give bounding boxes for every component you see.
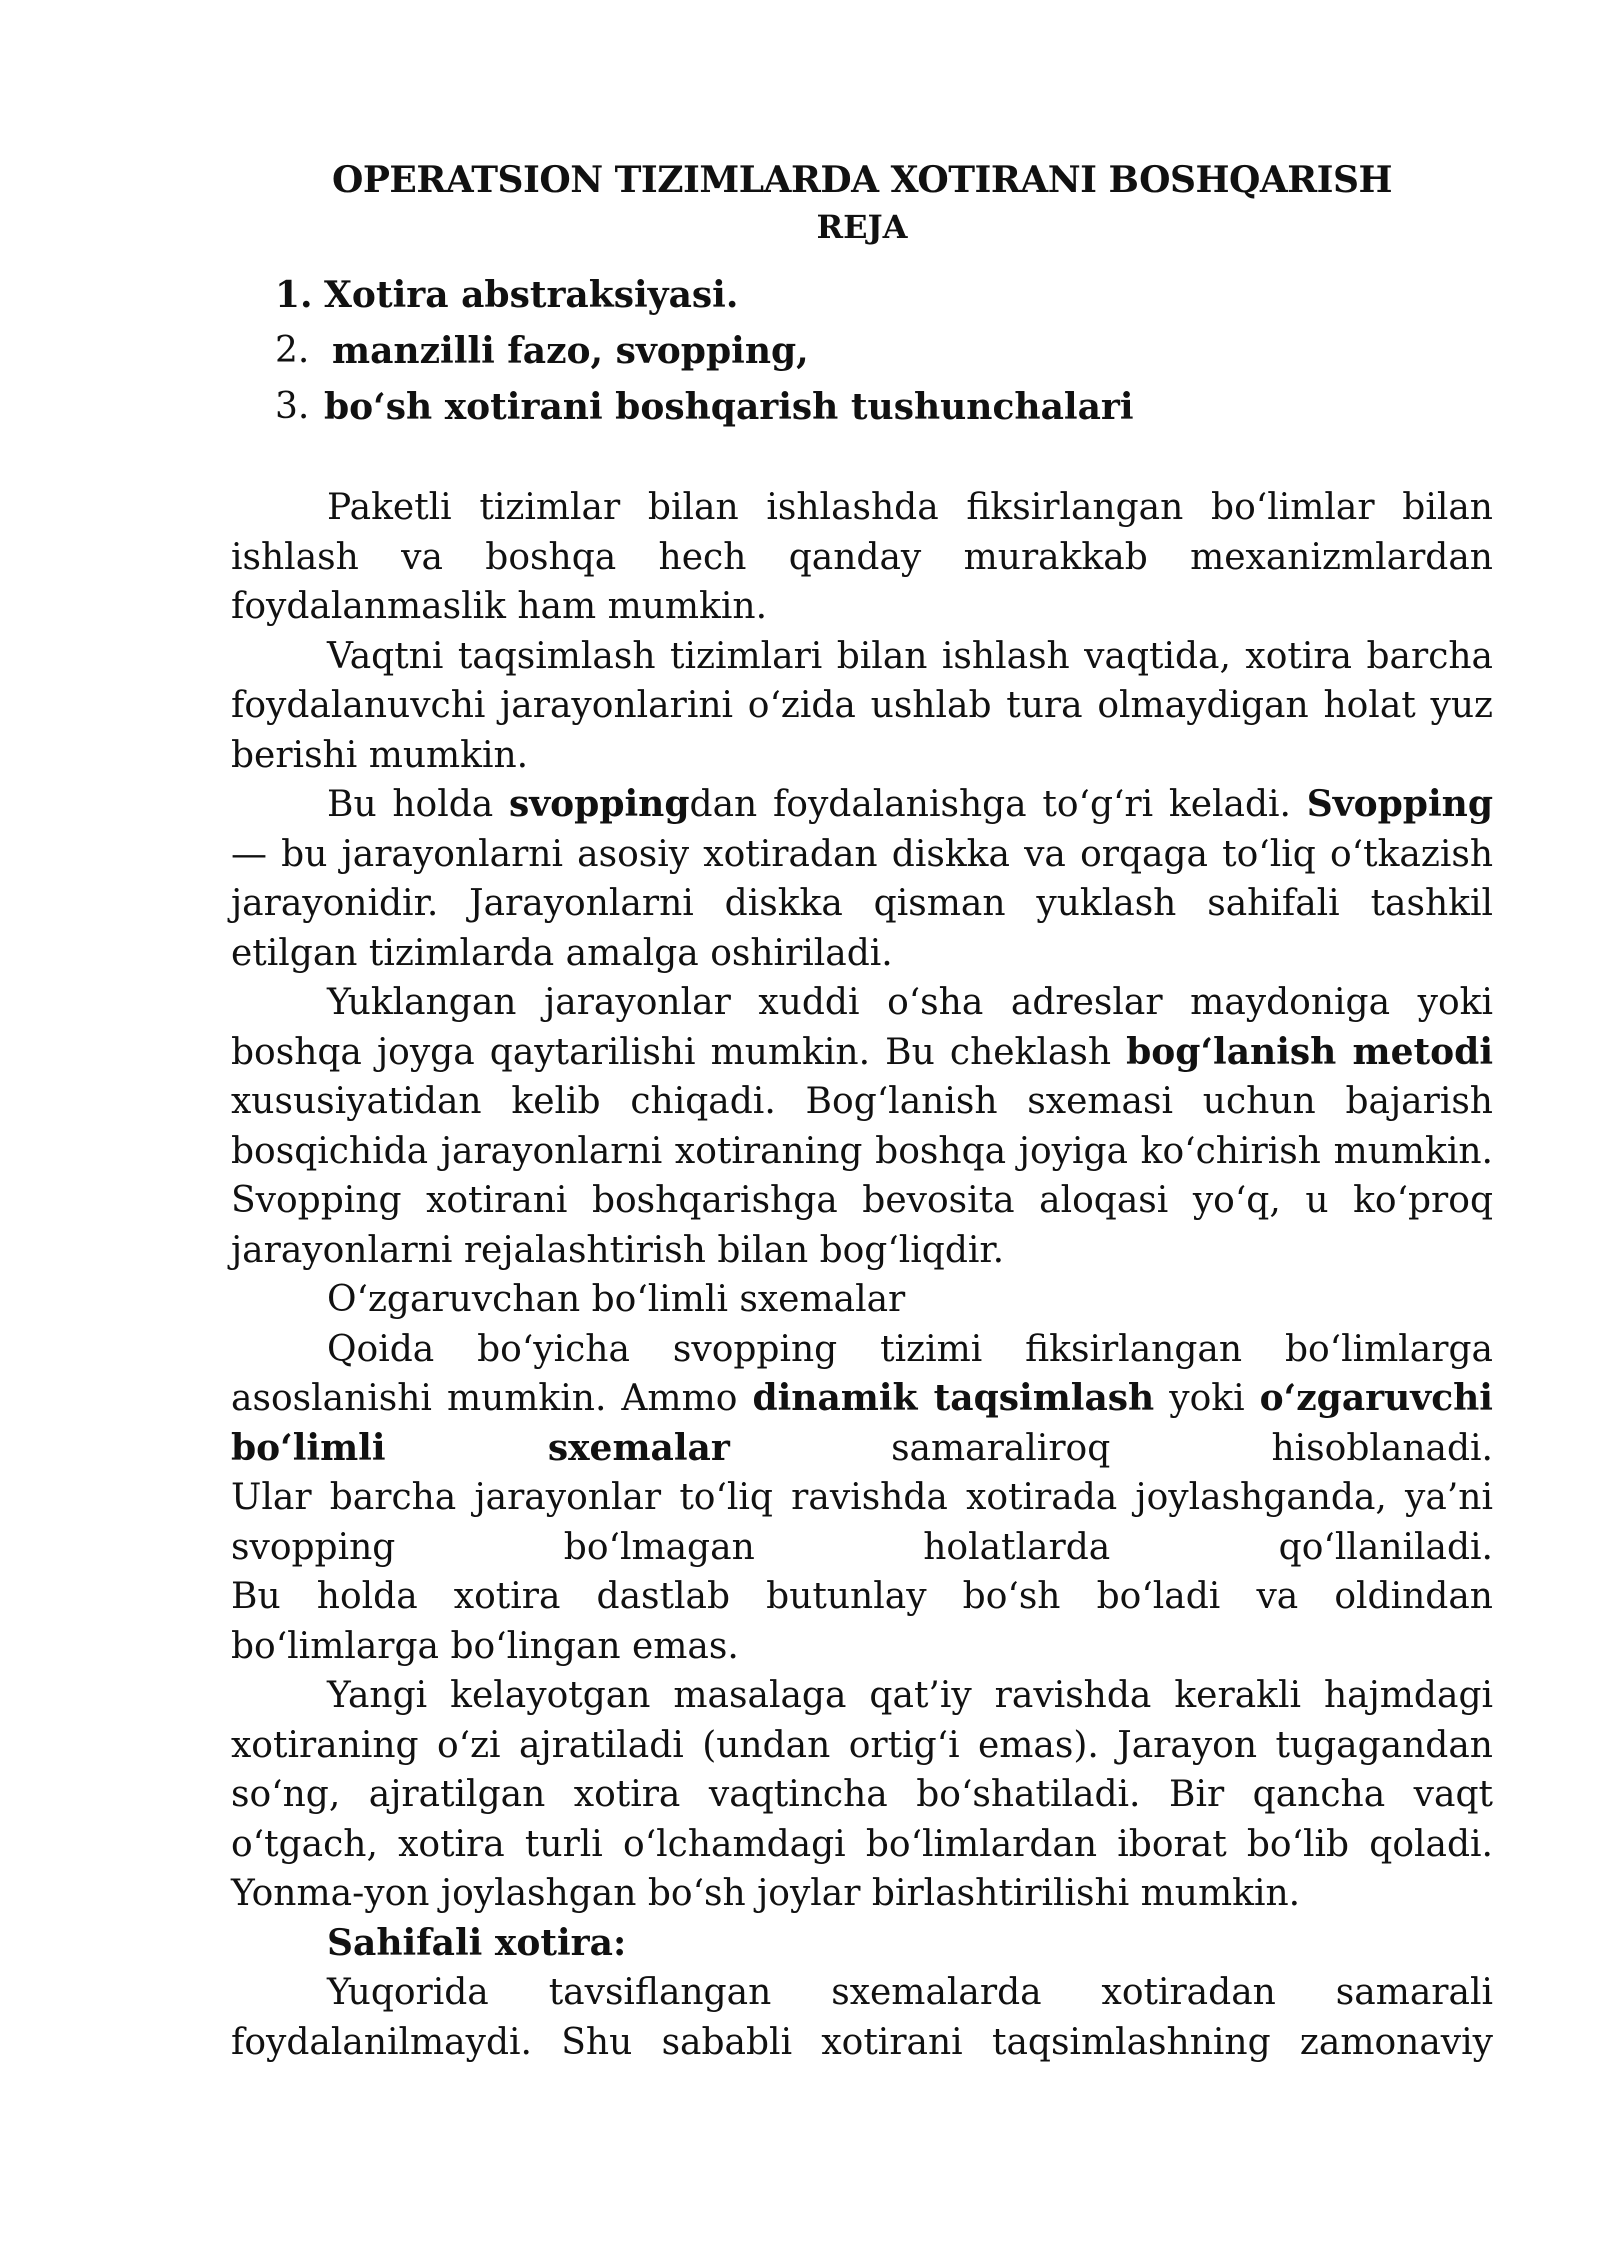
text-run: samaraliroq hisoblanadi. xyxy=(729,1427,1493,1469)
paragraph: Paketli tizimlar bilan ishlashda fiksirlangan bo‘limlar bilan ishlash va boshqa hech qanday murakkab mexanizmlardan foydalanmaslik ham mumkin. xyxy=(231,487,1493,627)
plan-item xyxy=(231,267,1493,323)
bold-term: bog‘lanish metodi xyxy=(1126,1030,1493,1073)
paragraph: Bu holda xotira dastlab butunlay bo‘sh bo‘ladi va oldindan bo‘limlarga bo‘lingan emas. xyxy=(231,1576,1493,1667)
section-heading: Sahifali xotira: xyxy=(327,1921,627,1964)
paragraph: O‘zgaruvchan bo‘limli sxemalar xyxy=(327,1279,906,1320)
plan-item-number: 2. xyxy=(275,330,310,371)
paragraph xyxy=(231,1325,1493,1474)
text-run: yoki xyxy=(1154,1378,1260,1419)
plan-item-text: manzilli fazo, svopping, xyxy=(332,330,809,372)
plan-item-text: Xotira abstraksiyasi. xyxy=(324,274,739,316)
text-run: Bu holda xyxy=(327,784,509,825)
plan-item xyxy=(231,379,1493,435)
plan-item-number: 3. xyxy=(275,386,310,427)
plan-list xyxy=(231,267,1493,435)
document-subtitle: REJA xyxy=(816,208,908,246)
text-run: dan foydalanishga to‘g‘ri keladi. xyxy=(689,784,1307,825)
text-run: Yuklangan jarayonlar xuddi o‘sha adreslar maydoniga yoki boshqa joyga qaytarilishi mumkin. Bu cheklash xyxy=(231,982,1493,1073)
plan-item-number: 1. xyxy=(275,274,313,316)
plan-item-text: bo‘sh xotirani boshqarish tushunchalari xyxy=(324,386,1134,428)
bold-term: Svopping xyxy=(1306,783,1493,825)
bold-term: dinamik taqsimlash xyxy=(752,1377,1155,1419)
document-title: OPERATSION TIZIMLARDA XOTIRANI BOSHQARISH xyxy=(331,159,1393,201)
bold-term: o‘zgaruvchi bo‘limli sxemalar xyxy=(231,1377,1493,1469)
paragraph xyxy=(231,780,1493,978)
text-run: — bu jarayonlarni asosiy xotiradan diskka va orqaga to‘liq o‘tkazish jarayonidir. Jarayonlarni diskka qisman yuklash sahifali tashkil etilgan tizimlarda amalga oshiriladi. xyxy=(231,833,1493,974)
text-run: xususiyatidan kelib chiqadi. Bog‘lanish sxemasi uchun bajarish bosqichida jarayonlarni xotiraning boshqa joyiga ko‘chirish mumkin. Svopping xotirani boshqarishga bevosita aloqasi yo‘q, u ko‘proq jarayonlarni rejalashtirish bilan bog‘liqdir. xyxy=(231,1081,1493,1271)
paragraph: Yangi kelayotgan masalaga qat’iy ravishda kerakli hajmdagi xotiraning o‘zi ajratiladi (undan ortig‘i emas). Jarayon tugagandan so‘ng, ajratilgan xotira vaqtincha bo‘shatiladi. Bir qancha vaqt o‘tgach, xotira turli o‘lchamdagi bo‘limlardan iborat bo‘lib qoladi. Yonma-yon joylashgan bo‘sh joylar birlashtirilishi mumkin. xyxy=(231,1675,1493,1914)
paragraph xyxy=(231,978,1493,1275)
document-page xyxy=(231,155,1493,2067)
text-run: Qoida bo‘yicha svopping tizimi fiksirlangan bo‘limlarga asoslanishi mumkin. Ammo xyxy=(231,1328,1493,1419)
paragraph: Vaqtni taqsimlash tizimlari bilan ishlash vaqtida, xotira barcha foydalanuvchi jarayonlarini o‘zida ushlab tura olmaydigan holat yuz berishi mumkin. xyxy=(231,635,1493,776)
paragraph: Yuqorida tavsiflangan sxemalarda xotiradan samarali foydalanilmaydi. Shu sababli xotirani taqsimlashning zamonaviy xyxy=(231,1972,1493,2063)
paragraph: Ular barcha jarayonlar to‘liq ravishda xotirada joylashganda, ya’ni svopping bo‘lmagan holatlarda qo‘llaniladi. xyxy=(231,1477,1493,1568)
bold-term: svopping xyxy=(508,783,690,825)
plan-item xyxy=(231,323,1493,379)
